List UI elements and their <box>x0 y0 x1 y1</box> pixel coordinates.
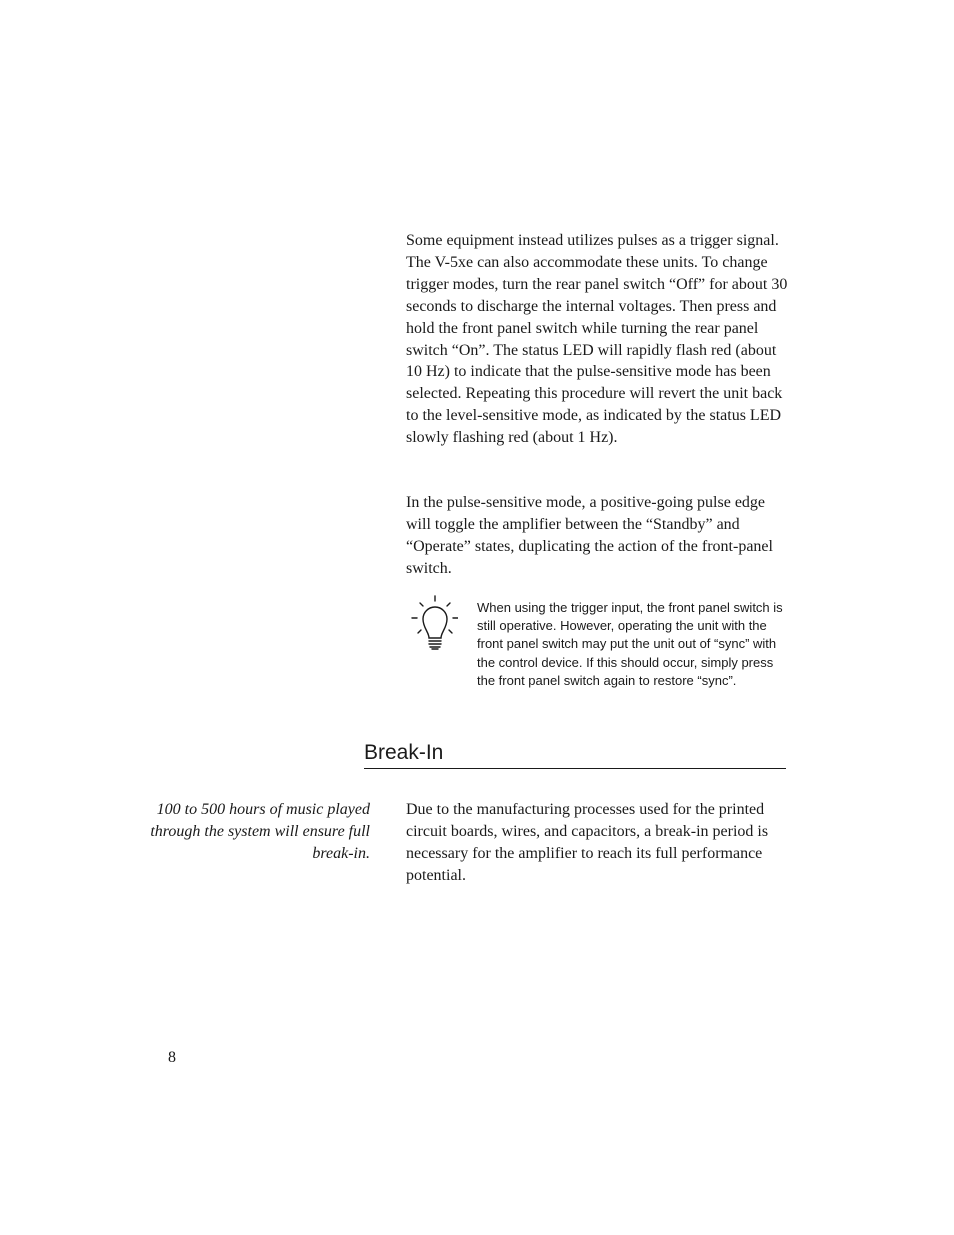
tip-note: When using the trigger input, the front panel switch is still operative. However, operating the unit with the front panel switch may put the unit out of “sync” with the control device. If this should occur, simply press the front panel switch again to restore “sync”. <box>477 600 783 688</box>
section-heading: Break-In <box>364 739 786 769</box>
body-paragraph-break-in: Due to the manufacturing processes used for the printed circuit boards, wires, and capacitors, a break-in period is necessary for the amplifier to reach its full performance potential. <box>406 801 769 884</box>
body-paragraph-pulse-mode: In the pulse-sensitive mode, a positive-going pulse edge will toggle the amplifier between the “Standby” and “Operate” states, duplicating the action of the front-panel switch. <box>406 494 773 577</box>
margin-note: 100 to 500 hours of music played through the system will ensure full break-in. <box>150 801 370 862</box>
lightbulb-icon <box>410 594 458 654</box>
body-paragraph-trigger-modes: Some equipment instead utilizes pulses as a trigger signal. The V-5xe can also accommodate these units. To change trigger modes, turn the rear panel switch “Off” for about 30 seconds to discharge the internal voltages. Then press and hold the front panel switch while turning the rear panel switch “On”. The status LED will rapidly flash red (about 10 Hz) to indicate that the pulse-sensitive mode has been selected. Repeating this procedure will revert the unit back to the level-sensitive mode, as indicated by the status LED slowly flashing red (about 1 Hz). <box>406 232 788 447</box>
page-number: 8 <box>168 1049 176 1066</box>
